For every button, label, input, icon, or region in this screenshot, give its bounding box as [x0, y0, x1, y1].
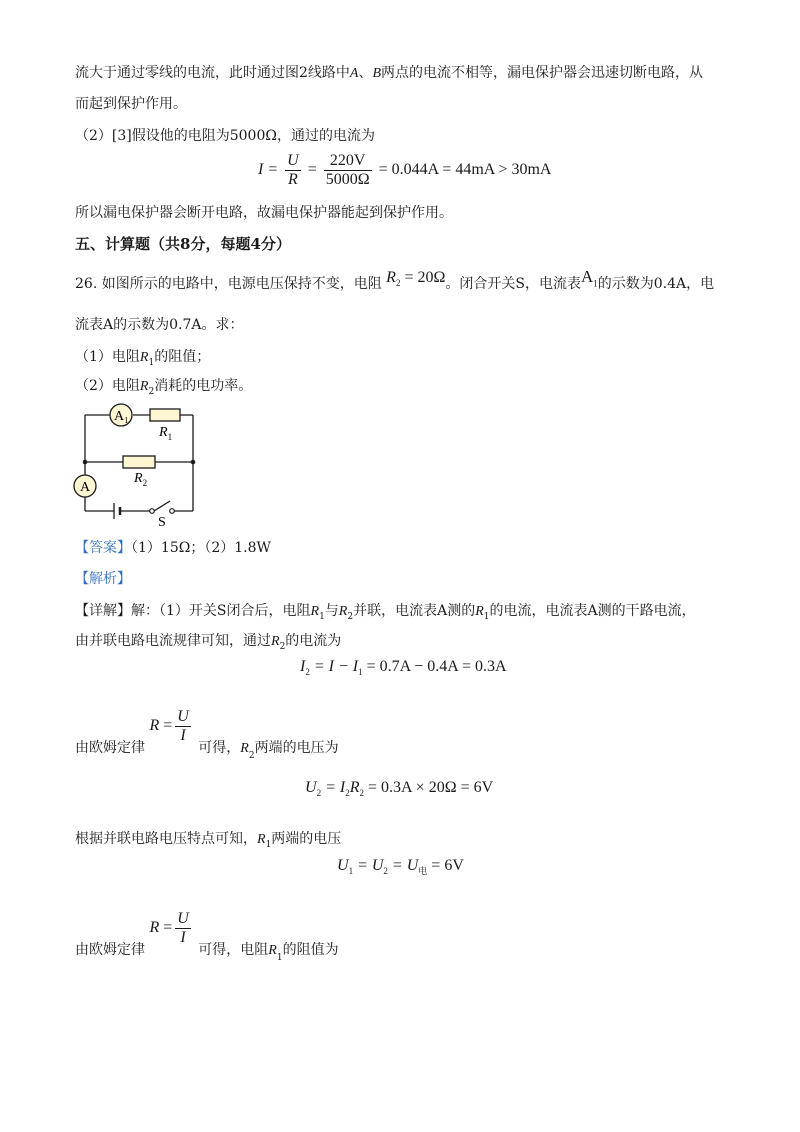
subscript: 2	[383, 866, 388, 877]
q26-line-1	[75, 267, 715, 299]
subscript: 1	[593, 278, 598, 289]
sym-r: R	[268, 943, 277, 959]
resistor-r1-icon	[150, 409, 180, 421]
subscript: 1	[265, 839, 272, 850]
sym-r: R	[257, 832, 266, 847]
sym-r: R	[139, 350, 149, 365]
q26-sub-1	[75, 347, 210, 373]
answer-text: （1）15Ω；（2）1.8W	[131, 540, 271, 556]
sym-r: R	[349, 779, 360, 796]
text-segment: （1）电阻	[75, 349, 140, 365]
subscript: 2	[148, 386, 155, 397]
sym-u: U	[305, 779, 317, 796]
eq-sign: =	[307, 161, 317, 179]
sym-i: I	[300, 658, 306, 675]
text-segment: 两端的电压	[271, 831, 342, 847]
eq-part: = 0.3A × 20Ω = 6V	[367, 779, 494, 796]
eq-lhs: I =	[258, 161, 279, 179]
frac-num: U	[287, 152, 299, 169]
ohm-formula	[149, 910, 193, 946]
label-sub: 2	[142, 478, 148, 488]
sym-r: R	[271, 634, 280, 649]
switch-blade	[154, 501, 170, 511]
text-segment: 并联，电流表A测的	[353, 603, 476, 619]
detail-line-1	[75, 601, 696, 627]
detail-line-2	[75, 631, 341, 657]
eq-part: = 6V	[431, 857, 464, 874]
text-segment: 流大于通过零线的电流，此时通过图2线路中	[75, 65, 350, 81]
label-r: R	[159, 425, 168, 440]
eq-sign: =	[163, 919, 173, 937]
eq-part: = 0.7A − 0.4A = 0.3A	[366, 658, 507, 675]
ohm-line-1	[75, 708, 339, 761]
subscript: 1	[348, 866, 354, 877]
fraction-u-over-r	[285, 152, 301, 189]
equation-i2	[300, 658, 507, 677]
frac-den: I	[180, 929, 186, 946]
answer-line	[75, 538, 271, 558]
resistor-r2-icon	[123, 456, 155, 468]
frac-den: I	[180, 727, 186, 744]
eq-rhs: = 0.044A = 44mA > 30mA	[378, 161, 552, 179]
text-segment: 的阻值为	[282, 942, 339, 959]
text-line-1	[75, 63, 703, 84]
equation-u1	[337, 857, 464, 877]
section-title: 五、计算题（共8分，每题4分）	[75, 235, 291, 253]
subscript: 2	[345, 788, 350, 799]
sym-r: R	[149, 717, 160, 735]
text-segment: 。闭合开关S，电流表	[445, 276, 581, 292]
eq-part: = I − I	[313, 658, 359, 675]
junction-dot	[191, 460, 196, 465]
junction-dot	[83, 460, 88, 465]
text-segment: 与	[324, 603, 339, 619]
point-a: A	[349, 66, 359, 81]
sym-r: R	[338, 604, 348, 619]
text-segment: 由并联电路电流规律可知，通过	[75, 633, 271, 649]
text-segment: 解：（1）开关S闭合后，电阻	[131, 603, 311, 619]
text-segment: 26. 如图所示的电路中，电源电压保持不变，电阻	[75, 276, 382, 292]
eq-sign: =	[163, 717, 173, 735]
sym-r: R	[240, 741, 249, 757]
sym-r: R	[475, 604, 484, 619]
sym-r: R	[386, 269, 396, 286]
analysis-tag: 【解析】	[75, 571, 131, 587]
eq-part: = U	[391, 857, 419, 874]
text-segment: 的电流，电流表A测的干路电流，	[489, 603, 696, 619]
text-line-4: 所以漏电保护器会断开电路，故漏电保护器能起到保护作用。	[75, 205, 453, 221]
fraction-values	[324, 152, 372, 189]
subscript: 2	[305, 667, 310, 678]
sym-r: R	[139, 379, 149, 394]
frac-num: 220V	[324, 152, 372, 171]
text-segment: 可得，	[198, 740, 241, 757]
text-segment: 两端的电压为	[254, 740, 339, 757]
subscript: 1	[148, 357, 155, 368]
para-3	[75, 829, 341, 855]
subscript: 2	[248, 750, 255, 761]
q26-line-2: 流表A的示数为0.7A。求：	[75, 317, 244, 333]
switch-contact	[170, 509, 175, 514]
ohm-line-2	[75, 910, 339, 963]
subscript: 1	[358, 667, 363, 678]
resistor-r2-label	[133, 471, 147, 488]
frac-den: 5000Ω	[325, 171, 370, 188]
text-segment: 由欧姆定律	[75, 942, 145, 959]
frac-den: R	[288, 171, 298, 188]
subscript: 1	[276, 952, 283, 963]
text-segment: 根据并联电路电压特点可知，	[75, 831, 257, 847]
subscript: 2	[347, 611, 354, 622]
ammeter-a-text: A	[80, 480, 91, 495]
text-segment: 的电流为	[285, 633, 342, 649]
switch-label: S	[158, 515, 166, 530]
point-b: B	[372, 66, 382, 81]
sym-u: U	[337, 857, 349, 874]
text-segment: 的示数为0.4A，电	[597, 276, 715, 292]
subscript: 2	[359, 788, 364, 799]
text-segment: 消耗的电功率。	[154, 378, 253, 394]
frac-num: U	[177, 708, 189, 725]
eq-part: = U	[357, 857, 384, 874]
text-segment: 的阻值；	[154, 349, 211, 365]
text-segment: 由欧姆定律	[75, 740, 145, 757]
resistor-r1-label	[158, 425, 172, 442]
sym-r: R	[310, 604, 320, 619]
text-line-2: 而起到保护作用。	[75, 96, 187, 112]
detail-tag: 【详解】	[75, 603, 131, 619]
subscript: 2	[279, 641, 286, 652]
subscript: 1	[483, 611, 490, 622]
frac-num: U	[177, 910, 189, 927]
label-sub: 1	[167, 432, 173, 442]
sym-r: R	[149, 919, 160, 937]
switch-pivot	[150, 509, 155, 514]
q26-sub-2	[75, 376, 252, 402]
subscript: 2	[395, 278, 401, 289]
equation-u2	[305, 779, 493, 798]
r2-eq: = 20Ω	[404, 269, 446, 286]
eq-part: = I	[325, 779, 346, 796]
ohm-formula	[149, 708, 193, 744]
ammeter-a1-text: A₁	[114, 409, 129, 424]
equation-current	[258, 152, 551, 189]
answer-tag: 【答案】	[75, 540, 131, 556]
r2-value	[386, 269, 446, 289]
text-segment: 、	[358, 65, 373, 81]
text-line-3: （2）[3]假设他的电阻为5000Ω，通过的电流为	[75, 128, 375, 144]
text-segment: 两点的电流不相等，漏电保护器会迅速切断电路，从	[381, 65, 704, 81]
text-segment: 可得，电阻	[198, 942, 269, 959]
text-segment: （2）电阻	[75, 378, 140, 394]
ammeter-a1-label: $A_1$	[580, 267, 598, 289]
subscript: 电	[418, 866, 428, 877]
circuit-diagram	[70, 400, 210, 530]
label-r: R	[134, 471, 143, 486]
subscript: 1	[319, 611, 325, 622]
subscript: 2	[316, 788, 322, 799]
